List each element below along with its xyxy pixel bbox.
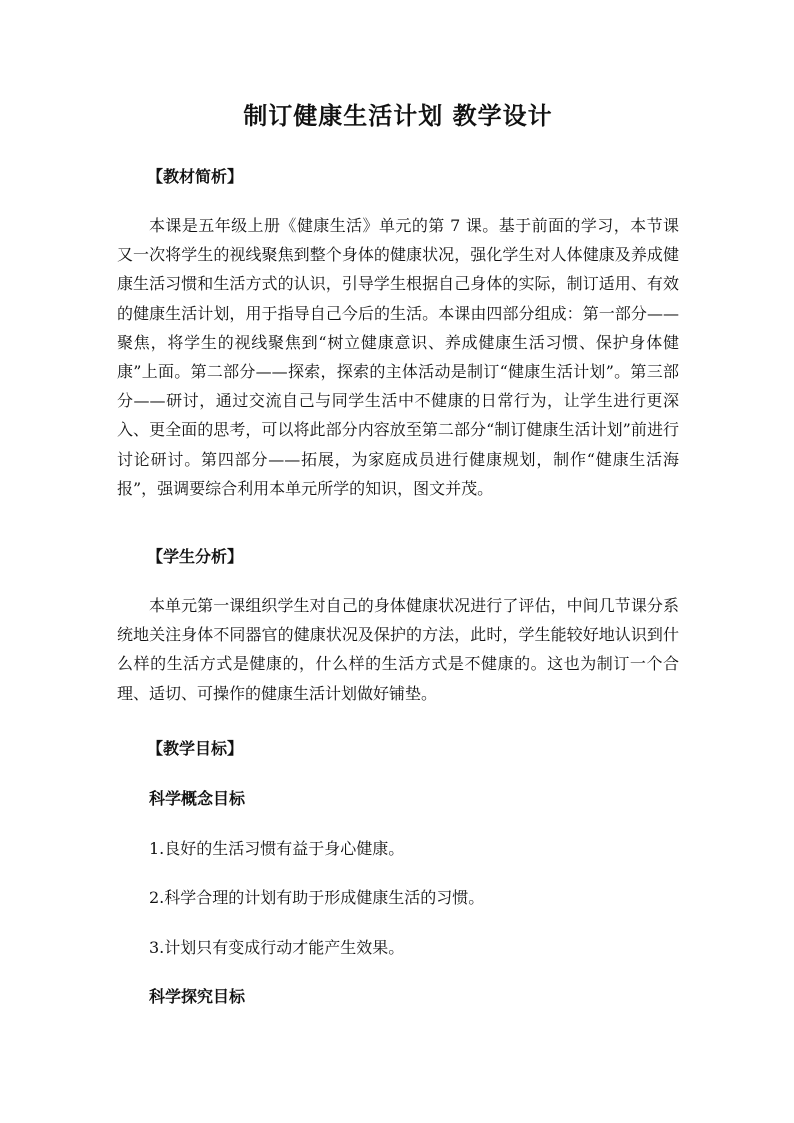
section-heading-student-analysis: 【学生分析】 [147, 547, 244, 566]
list-item: 1.良好的生活习惯有益于身心健康。 [149, 839, 405, 858]
list-item: 2.科学合理的计划有助于形成健康生活的习惯。 [149, 888, 485, 907]
document-title: 制订健康生活计划 教学设计 [243, 101, 553, 130]
section-heading-textbook-analysis: 【教材简析】 [147, 167, 244, 186]
paragraph-student-analysis: 本单元第一课组织学生对自己的身体健康状况进行了评估，中间几节课分系统地关注身体不同器官的健康状况及保护的方法，此时，学生能较好地认识到什么样的生活方式是健康的，什么样的生活方式是不健康的。这也为制订一个合理、适切、可操作的健康生活计划做好铺垫。 [117, 596, 679, 703]
list-item: 3.计划只有变成行动才能产生效果。 [149, 938, 405, 957]
section-heading-teaching-goals: 【教学目标】 [147, 739, 244, 758]
paragraph-textbook-analysis: 本课是五年级上册《健康生活》单元的第 7 课。基于前面的学习，本节课又一次将学生的视线聚焦到整个身体的健康状况，强化学生对人体健康及养成健康生活习惯和生活方式的认识，引导学生根据自己身体的实际，制订适用、有效的健康生活计划，用于指导自己今后的生活。本课由四部分组成：第一部分——聚焦，将学生的视线聚焦到“树立健康意识、养成健康生活习惯、保护身体健康”上面。第二部分——探索，探索的主体活动是制订“健康生活计划”。第三部分——研讨，通过交流自己与同学生活中不健康的日常行为，让学生进行更深入、更全面的思考，可以将此部分内容放至第二部分“制订健康生活计划”前进行讨论研讨。第四部分——拓展，为家庭成员进行健康规划，制作“健康生活海报”，强调要综合利用本单元所学的知识，图文并茂。 [117, 216, 679, 498]
subheading-science-concept-goals: 科学概念目标 [149, 789, 246, 808]
subheading-science-inquiry-goals: 科学探究目标 [149, 987, 246, 1006]
